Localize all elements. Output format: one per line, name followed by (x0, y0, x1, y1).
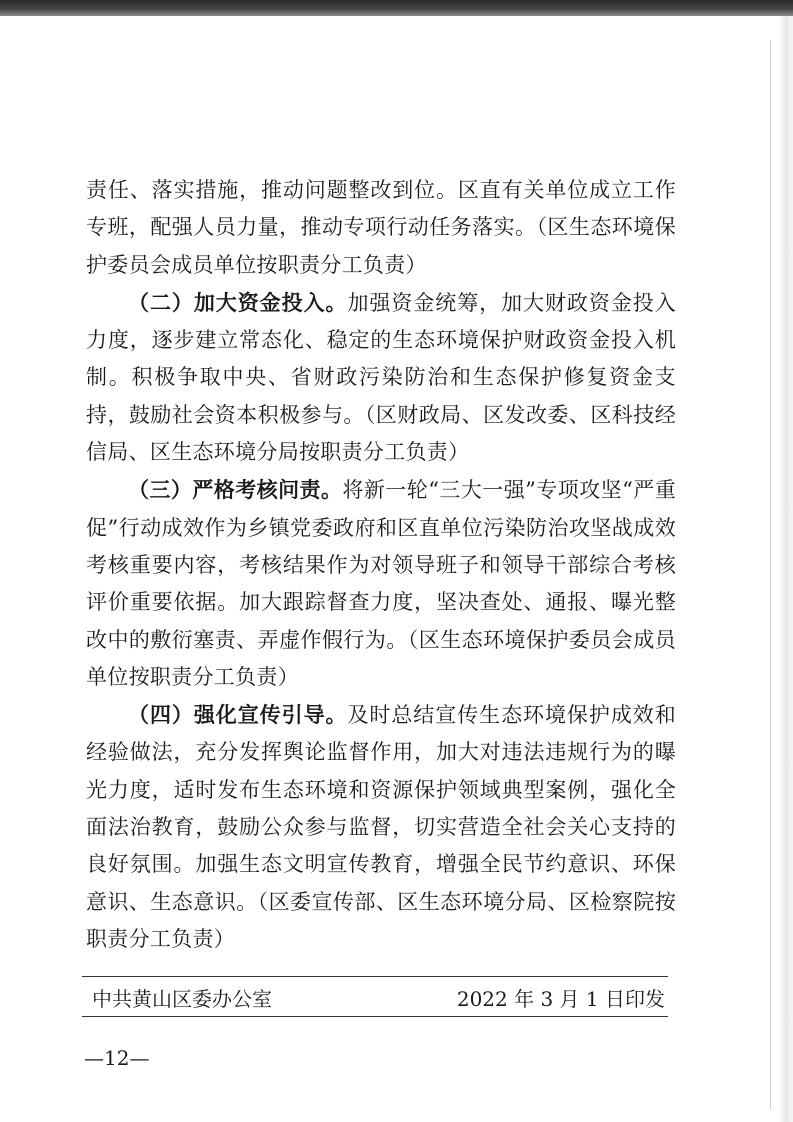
footer-rule-top (82, 976, 668, 977)
heading-publicity: （四）强化宣传引导。 (128, 702, 348, 728)
paragraph-publicity (86, 696, 676, 958)
footer-issuing-office: 中共黄山区委办公室 (92, 987, 272, 1011)
heading-funding: （二）加大资金投入。 (128, 289, 348, 315)
paragraph-funding (86, 284, 676, 471)
paragraph-assessment (86, 471, 676, 696)
paragraph-funding-body: 加强资金统筹，加大财政资金投入力度，逐步建立常态化、稳定的生态环境保护财政资金投入机制。积极争取中央、省财政污染防治和生态保护修复资金支持，鼓励社会资本积极参与。（区财政局、区发改委、区科技经信局、区生态环境分局按职责分工负责） (86, 290, 677, 465)
page-number: —12— (84, 1046, 150, 1070)
paragraph-continued: 责任、落实措施，推动问题整改到位。区直有关单位成立工作专班，配强人员力量，推动专项行动任务落实。（区生态环境保护委员会成员单位按职责分工负责） (86, 178, 676, 277)
paragraph-assessment-body: 将新一轮“三大一强”专项攻坚“严重促”行动成效作为乡镇党委政府和区直单位污染防治攻坚战成效考核重要内容，考核结果作为对领导班子和领导干部综合考核评价重要依据。加大跟踪督查力度，坚决查处、通报、曝光整改中的敷衍塞责、弄虚作假行为。（区生态环境保护委员会成员单位按职责分工负责） (86, 478, 676, 689)
page-edge-line (770, 40, 771, 1110)
scan-top-edge (0, 0, 793, 16)
heading-assessment: （三）严格考核问责。 (128, 477, 343, 503)
document-body (86, 172, 676, 958)
scan-right-edge (779, 16, 793, 1122)
footer-issue-date: 2022 年 3 月 1 日印发 (456, 987, 665, 1011)
footer-rule-bottom (82, 1016, 668, 1017)
paragraph-publicity-body: 及时总结宣传生态环境保护成效和经验做法，充分发挥舆论监督作用，加大对违法违规行为的曝光力度，适时发布生态环境和资源保护领域典型案例，强化全面法治教育，鼓励公众参与监督，切实营造全社会关心支持的良好氛围。加强生态文明宣传教育，增强全民节约意识、环保意识、生态意识。（区委宣传部、区生态环境分局、区检察院按职责分工负责） (86, 703, 677, 951)
